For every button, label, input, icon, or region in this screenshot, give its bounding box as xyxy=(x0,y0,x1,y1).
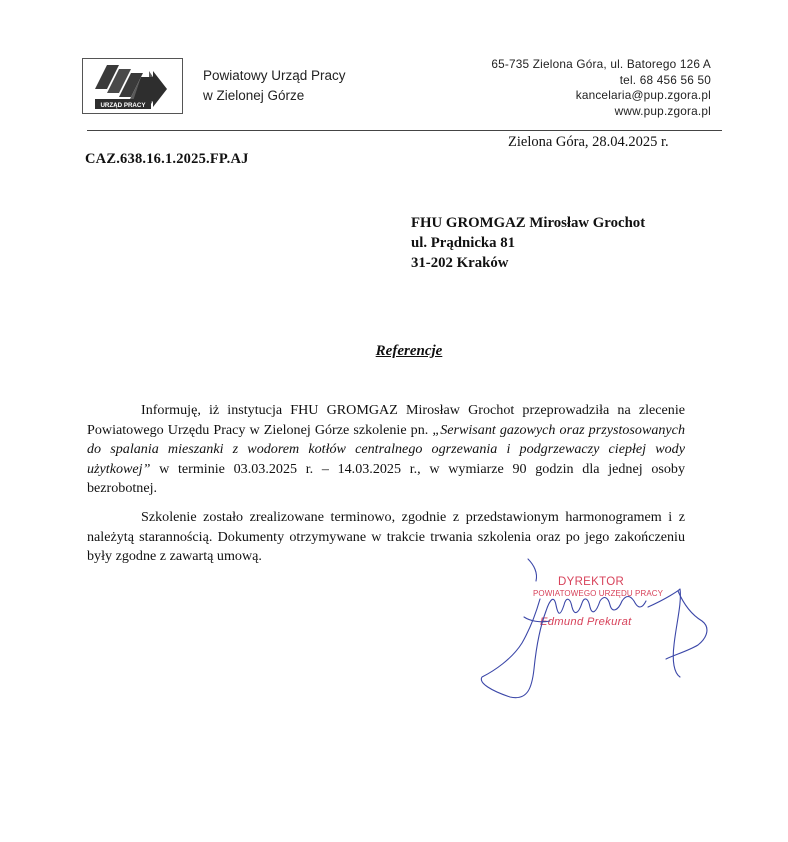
website: www.pup.zgora.pl xyxy=(614,103,711,118)
phone: tel. 68 456 56 50 xyxy=(619,72,711,87)
header-divider xyxy=(87,130,722,131)
paragraph-1-end: w terminie 03.03.2025 r. – 14.03.2025 r., w wymiarze 90 godzin dla jednej osoby bezrobotnej. xyxy=(87,460,685,497)
recipient-street: ul. Prądnicka 81 xyxy=(411,235,516,251)
contact-block xyxy=(491,57,711,119)
reference-number: CAZ.638.16.1.2025.FP.AJ xyxy=(85,151,249,167)
arrow-logo-icon xyxy=(83,59,182,113)
stamp-office: POWIATOWEGO URZĘDU PRACY xyxy=(533,589,664,598)
body-paragraph-1 xyxy=(87,401,685,499)
paragraph-1-start: Informuję, iż instytucja FHU GROMGAZ Mirosław Grochot przeprowadziła na zlecenie Powiatowego Urzędu Pracy w Zielonej Górze szkolenie pn. xyxy=(87,402,685,438)
paragraph-2-text: Szkolenie zostało zrealizowane terminowo, zgodnie z przedstawionym harmonogramem i z należytą starannością. Dokumenty otrzymywane w trakcie trwania szkolenia oraz po jego zakończeniu były zgodne z zawartą umową. xyxy=(87,509,685,565)
logo-text: URZĄD PRACY xyxy=(100,102,146,109)
letter-date: Zielona Góra, 28.04.2025 r. xyxy=(508,134,669,150)
stamp-name: Edmund Prekurat xyxy=(540,616,632,628)
stamp-title: DYREKTOR xyxy=(558,576,625,588)
handwritten-signature xyxy=(470,555,730,705)
email: kancelaria@pup.zgora.pl xyxy=(575,88,711,103)
recipient-name: FHU GROMGAZ Mirosław Grochot xyxy=(411,215,646,231)
document-title: Referencje xyxy=(375,343,443,359)
address: 65-735 Zielona Góra, ul. Batorego 126 A xyxy=(491,57,711,71)
recipient-city: 31-202 Kraków xyxy=(411,255,509,271)
org-name-line-2: w Zielonej Górze xyxy=(203,88,305,103)
course-title: „Serwisant gazowych oraz przystosowanych do spalania mieszanki z wodorem kotłów centralnego ogrzewania i podgrzewaczy ciepłej wody użytkowej” xyxy=(87,421,685,477)
org-name-line-1: Powiatowy Urząd Pracy xyxy=(203,68,346,83)
recipient-address xyxy=(411,213,645,273)
office-logo xyxy=(82,58,183,114)
organization-name xyxy=(203,66,346,106)
